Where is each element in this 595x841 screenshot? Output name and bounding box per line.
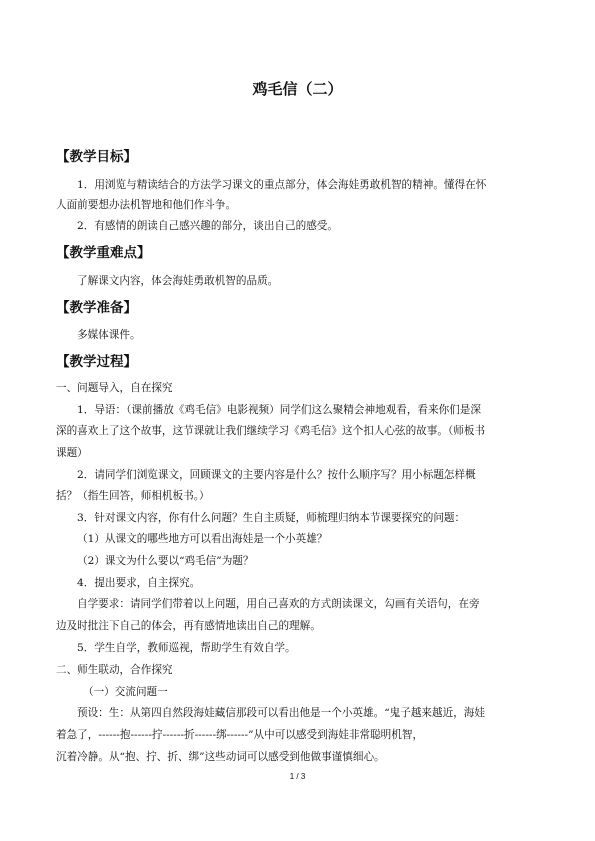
intro-line-3: 课题）	[56, 447, 88, 459]
intro-line-1: 1．导语：（课前播放《鸡毛信》电影视频）同学们这么聚精会神地观看，看来你们是深	[77, 404, 481, 416]
subsection-exchange-1: （一）交流问题一	[83, 686, 168, 698]
process-step-2-heading: 二、师生联动，合作探究	[56, 664, 173, 676]
browse-line-2: 括？（指生回答，师相机板书。）	[56, 490, 210, 502]
page-number: 1 / 3	[289, 772, 306, 781]
objective-1-line-1: 1．用浏览与精读结合的方法学习课文的重点部分，体会海娃勇敢机智的精神。懂得在怀	[77, 179, 487, 191]
preset-line-2: 着急了，------抱------拧------折------绑------”从中可以感受到海娃非常聪明机智，	[56, 729, 424, 741]
intro-line-2: 深的喜欢上了这个故事，这节课就让我们继续学习《鸡毛信》这个扣人心弦的故事。（师板书	[56, 425, 486, 437]
preparation-text: 多媒体课件。	[77, 329, 141, 341]
browse-line-1: 2．请同学们浏览课文，回顾课文的主要内容是什么？按什么顺序写？用小标题怎样概	[77, 469, 476, 481]
section-heading-objectives: 【教学目标】	[56, 149, 137, 165]
section-heading-preparation: 【教学准备】	[56, 300, 137, 316]
requirement-heading: 4．提出要求，自主探究。	[77, 577, 201, 589]
question-prompt: 3．针对课文内容，你有什么问题？生自主质疑，师梳理归纳本节课要探究的问题：	[77, 512, 466, 524]
preset-line-1: 预设：生：从第四自然段海娃藏信那段可以看出他是一个小英雄。“鬼子越来越近，海娃	[77, 707, 485, 719]
requirement-line-2: 边及时批注下自己的体会，再有感情地读出自己的理解。	[56, 620, 321, 632]
page-title: 鸡毛信（二）	[252, 80, 343, 98]
section-heading-keypoints: 【教学重难点】	[56, 245, 151, 261]
question-1: （1）从课文的哪些地方可以看出海娃是一个小英雄？	[77, 533, 328, 545]
objective-1-line-2: 人面前要想办法机智地和他们作斗争。	[56, 199, 237, 211]
keypoints-text: 了解课文内容，体会海娃勇敢机智的品质。	[77, 275, 279, 287]
requirement-line-1: 自学要求：请同学们带着以上问题，用自己喜欢的方式朗读课文，勾画有关语句，在旁	[77, 598, 480, 610]
objective-2: 2．有感情的朗读自己感兴趣的部分，谈出自己的感受。	[77, 220, 338, 232]
section-heading-process: 【教学过程】	[56, 354, 137, 370]
self-study-line: 5．学生自学，教师巡视，帮助学生有效自学。	[77, 642, 296, 654]
question-2: （2）课文为什么要以“鸡毛信”为题？	[77, 555, 254, 567]
preset-line-3: 沉着冷静。从“抱、拧、折、绑”这些动词可以感受到他做事谨慎细心。	[56, 751, 385, 763]
process-step-1-heading: 一、问题导入，自在探究	[56, 382, 173, 394]
